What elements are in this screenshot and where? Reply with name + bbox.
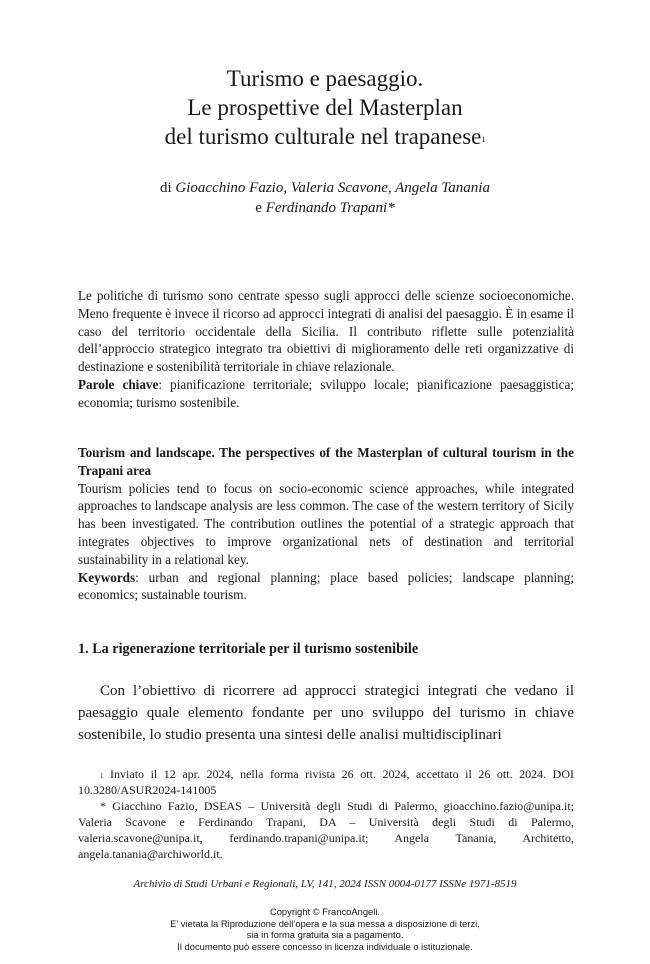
copyright-line-4: Il documento può essere concesso in licenza individuale o istituzionale. <box>177 940 473 952</box>
footnote-1-text: Inviato il 12 apr. 2024, nella forma rivista 26 ott. 2024, accettato il 26 ott. 2024. DOI 10.3280/ASUR2024-141005 <box>78 767 575 797</box>
author-prefix: di <box>160 180 172 196</box>
title-footnote-mark: 1 <box>481 135 486 144</box>
abstract-en-title: Tourism and landscape. The perspectives of the Masterplan of cultural tourism in the Trapani area <box>78 445 574 478</box>
abstract-it-text: Le politiche di turismo sono centrate spesso sugli approcci delle scienze socioeconomiche. Meno frequente è invece il ricorso ad approcci integrati di analisi del paesaggio. È in esame il caso del territorio occidentale della Sicilia. Il contributo riflette sulle potenzialità dell’approccio strategico integrato tra obiettivi di miglioramento delle reti organizzative di destinazione e sostenibilità territoriale in chiave relazionale. <box>78 288 574 375</box>
copyright-line-1: Copyright © FrancoAngeli. <box>269 906 381 917</box>
author-line-2 <box>0 198 650 218</box>
author-byline <box>0 178 650 218</box>
section-heading: 1. La rigenerazione territoriale per il turismo sostenibile <box>78 641 419 657</box>
keywords-it-label: Parole chiave <box>78 376 159 392</box>
title-line-1: Turismo e paesaggio. <box>226 66 424 91</box>
abstract-en-text: Tourism policies tend to focus on socio-economic science approaches, while integrated approaches to landscape analysis are less common. The case of the western territory of Sicily has been investigated. The contribution outlines the potential of a strategic approach that integrates objectives to improve organizational nets of destination and territorial sustainability in a relational key. <box>78 480 574 567</box>
keywords-en-label: Keywords <box>78 569 136 585</box>
author-names-1: Gioacchino Fazio, Valeria Scavone, Angela Tanania <box>175 180 490 196</box>
journal-citation: Archivio di Studi Urbani e Regionali, LV, 141, 2024 ISSN 0004-0177 ISSNe 1971-8519 <box>133 878 517 890</box>
copyright-notice <box>0 906 650 952</box>
footnotes <box>78 766 574 862</box>
title-line-2: Le prospettive del Masterplan <box>187 95 463 120</box>
article-title <box>0 64 650 151</box>
body-paragraph: Con l’obiettivo di ricorrere ad approcci strategici integrati che vedano il paesaggio quale elemento fondante per uno sviluppo del turismo in chiave sostenibile, lo studio presenta una sintesi delle analisi multidisciplinari <box>78 683 574 743</box>
title-line-3 <box>0 122 650 151</box>
footnote-1-mark: 1 <box>100 772 104 780</box>
copyright-line-2: E’ vietata la Riproduzione dell’opera e la sua messa a disposizione di terzi, <box>170 917 480 929</box>
author-names-2: Ferdinando Trapani* <box>265 200 395 216</box>
footnote-2: * Giacchino Fazio, DSEAS – Università degli Studi di Palermo, gioacchino.fazio@unipa.it; Valeria Scavone e Ferdinando Trapani, DA – Università degli Studi di Palermo, valeria.scavone@unipa.it, ferdinando.trapani@unipa.it; Angela Tanania, Architetto, angela.tanania@archiworld.it. <box>78 799 574 861</box>
keywords-it: : pianificazione territoriale; sviluppo locale; pianificazione paesaggistica; economia; turismo sostenibile. <box>78 376 574 410</box>
copyright-line-3: sia in forma gratuita sia a pagamento. <box>246 929 404 941</box>
author-conjunction: e <box>255 200 262 216</box>
footnote-1 <box>78 766 574 798</box>
author-line-1 <box>0 178 650 198</box>
abstract-english <box>78 444 574 604</box>
abstract-italian <box>78 287 574 412</box>
title-line-3-text: del turismo culturale nel trapanese <box>164 124 482 149</box>
keywords-en: : urban and regional planning; place based policies; landscape planning; economics; sustainable tourism. <box>78 569 574 603</box>
